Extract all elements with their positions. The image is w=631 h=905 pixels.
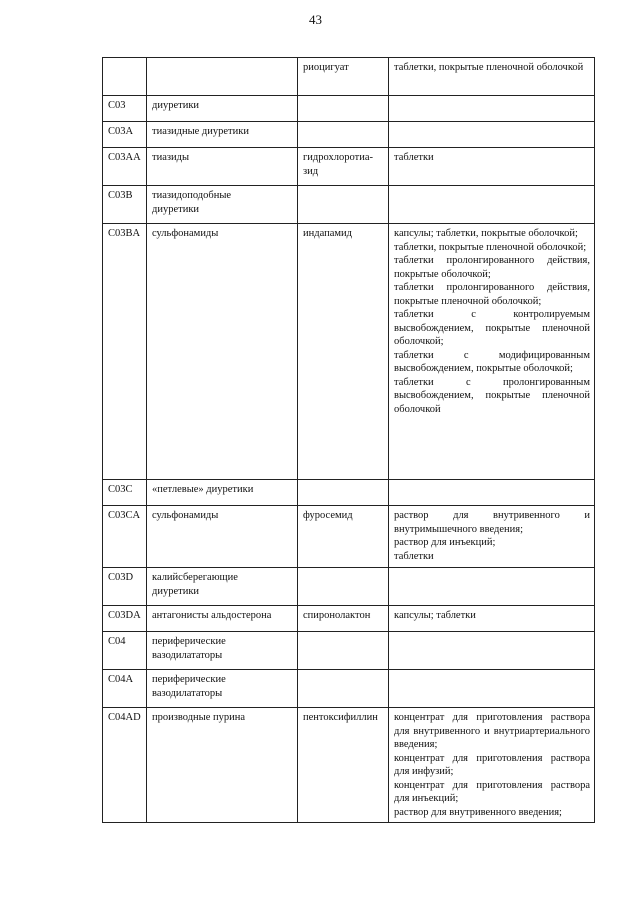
table-row	[103, 568, 595, 606]
drug-classification-table	[102, 57, 595, 823]
atc-code-cell: C03BA	[103, 224, 147, 480]
anatomical-therapeutic-group-cell: «петлевые» диуретики	[147, 480, 298, 506]
anatomical-therapeutic-group-cell: антагонисты альдостерона	[147, 606, 298, 632]
table-row	[103, 148, 595, 186]
anatomical-therapeutic-group-cell: периферические вазодилататоры	[147, 632, 298, 670]
drug-name-cell: гидрохлоротиа- зид	[298, 148, 389, 186]
drug-name-cell: индапамид	[298, 224, 389, 480]
dosage-form-entry: капсулы; таблетки	[394, 610, 476, 621]
dosage-forms-cell	[389, 122, 595, 148]
table-row	[103, 224, 595, 480]
dosage-form-entry: таблетки	[394, 152, 434, 163]
atc-code-cell: C03B	[103, 186, 147, 224]
table-row	[103, 670, 595, 708]
atc-code-cell: C04A	[103, 670, 147, 708]
table-row	[103, 96, 595, 122]
anatomical-therapeutic-group-cell: сульфонамиды	[147, 224, 298, 480]
dosage-forms-cell	[389, 58, 595, 96]
anatomical-therapeutic-group-cell: тиазидоподобные диуретики	[147, 186, 298, 224]
dosage-forms-cell	[389, 670, 595, 708]
drug-name-cell	[298, 670, 389, 708]
table-row	[103, 122, 595, 148]
dosage-forms-cell	[389, 506, 595, 568]
table-row	[103, 708, 595, 823]
dosage-forms-cell	[389, 96, 595, 122]
drug-name-cell: фуросемид	[298, 506, 389, 568]
table-row	[103, 506, 595, 568]
dosage-form-entry: капсулы; таблетки, покрытые оболочкой;	[394, 228, 578, 239]
table-row	[103, 480, 595, 506]
drug-name-cell	[298, 632, 389, 670]
dosage-forms-cell	[389, 708, 595, 823]
atc-code-cell: C03C	[103, 480, 147, 506]
atc-code-cell: C03D	[103, 568, 147, 606]
drug-name-cell: спиронолактон	[298, 606, 389, 632]
table-row	[103, 186, 595, 224]
table-body	[103, 58, 595, 823]
atc-code-cell: C03CA	[103, 506, 147, 568]
atc-code-cell: C04	[103, 632, 147, 670]
dosage-forms-cell	[389, 224, 595, 480]
drug-name-cell	[298, 186, 389, 224]
drug-name-cell: риоцигуат	[298, 58, 389, 96]
table-row	[103, 632, 595, 670]
drug-name-cell	[298, 122, 389, 148]
atc-code-cell	[103, 58, 147, 96]
dosage-form-entry: концентрат для приготовления раствора для внутривенного и внутриартериального введения;	[394, 712, 590, 750]
dosage-forms-cell	[389, 632, 595, 670]
table-row	[103, 58, 595, 96]
drug-name-cell: пентоксифиллин	[298, 708, 389, 823]
anatomical-therapeutic-group-cell: калийсберегающие диуретики	[147, 568, 298, 606]
drug-name-cell	[298, 96, 389, 122]
dosage-forms-cell	[389, 186, 595, 224]
dosage-form-entry: таблетки с контролируемым высвобождением, покрытые пленочной оболочкой;	[394, 309, 590, 347]
dosage-form-entry: таблетки, покрытые пленочной оболочкой;	[394, 241, 587, 253]
dosage-form-entry: таблетки пролонгированного действия, покрытые оболочкой;	[394, 255, 590, 280]
dosage-form-entry: таблетки с пролонгированным высвобождением, покрытые пленочной оболочкой	[394, 376, 590, 415]
dosage-form-entry: таблетки, покрытые пленочной оболочкой	[394, 62, 584, 73]
dosage-forms-cell	[389, 480, 595, 506]
dosage-form-entry: таблетки	[394, 550, 434, 562]
drug-name-cell	[298, 480, 389, 506]
atc-code-cell: C03A	[103, 122, 147, 148]
anatomical-therapeutic-group-cell	[147, 58, 298, 96]
table-row	[103, 606, 595, 632]
atc-code-cell: C04AD	[103, 708, 147, 823]
dosage-form-entry: таблетки с модифицированным высвобождением, покрытые оболочкой;	[394, 349, 590, 374]
dosage-forms-cell	[389, 606, 595, 632]
atc-code-cell: C03AA	[103, 148, 147, 186]
anatomical-therapeutic-group-cell: сульфонамиды	[147, 506, 298, 568]
dosage-form-entry: раствор для инъекций;	[394, 537, 496, 548]
dosage-form-entry: раствор для внутривенного и внутримышечного введения;	[394, 510, 590, 535]
dosage-form-entry: раствор для внутривенного введения;	[394, 806, 562, 818]
dosage-form-entry: концентрат для приготовления раствора для инфузий;	[394, 752, 590, 777]
dosage-form-entry: таблетки пролонгированного действия, покрытые пленочной оболочкой;	[394, 282, 590, 307]
anatomical-therapeutic-group-cell: тиазиды	[147, 148, 298, 186]
page-number: 43	[309, 12, 322, 27]
anatomical-therapeutic-group-cell: периферические вазодилататоры	[147, 670, 298, 708]
dosage-forms-cell	[389, 148, 595, 186]
dosage-form-entry: концентрат для приготовления раствора для инъекций;	[394, 779, 590, 804]
dosage-forms-cell	[389, 568, 595, 606]
atc-code-cell: C03	[103, 96, 147, 122]
anatomical-therapeutic-group-cell: тиазидные диуретики	[147, 122, 298, 148]
atc-code-cell: C03DA	[103, 606, 147, 632]
drug-name-cell	[298, 568, 389, 606]
anatomical-therapeutic-group-cell: диуретики	[147, 96, 298, 122]
anatomical-therapeutic-group-cell: производные пурина	[147, 708, 298, 823]
